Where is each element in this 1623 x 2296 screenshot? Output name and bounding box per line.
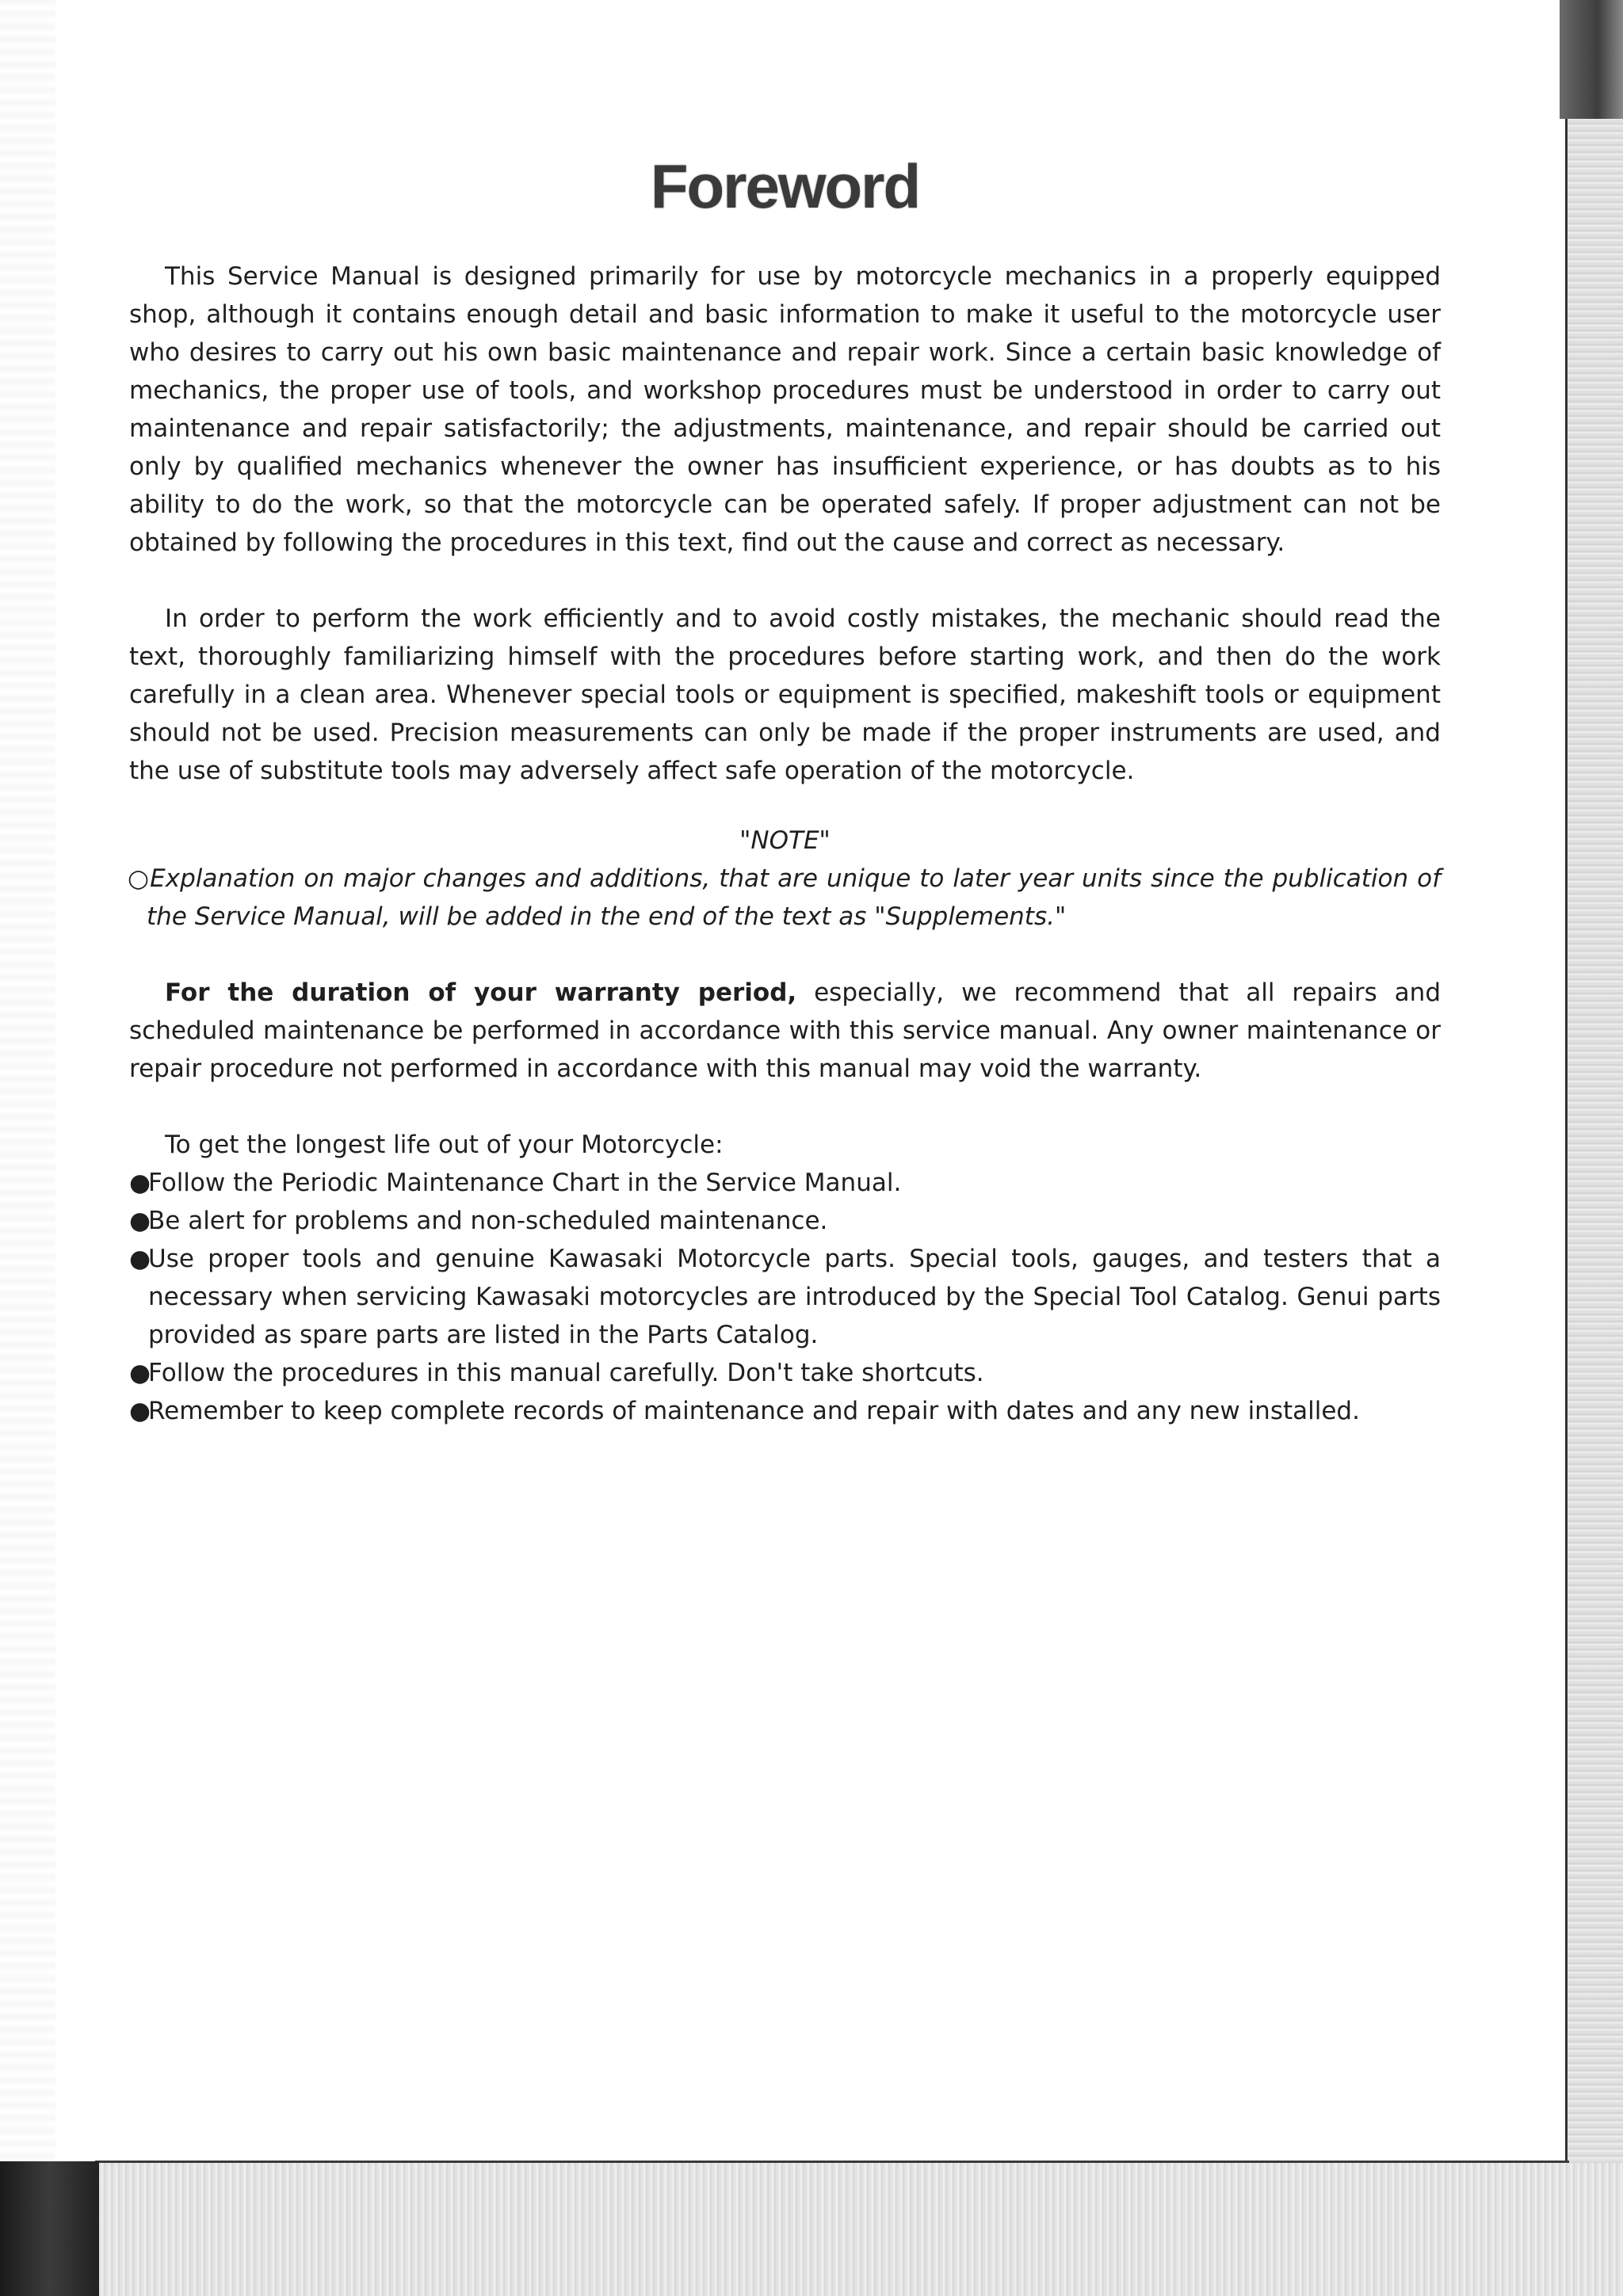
warranty-lead: For the duration of your warranty period, <box>165 978 797 1007</box>
list-item-text: Remember to keep complete records of maintenance and repair with dates and any new installed. <box>148 1397 1360 1425</box>
scan-page-edge-bottom <box>95 2161 1569 2163</box>
scan-bottom-left-shadow <box>0 2161 99 2296</box>
bullet-icon: ● <box>129 1207 151 1235</box>
bullet-icon: ● <box>129 1245 151 1273</box>
list-item-text: Use proper tools and genuine Kawasaki Motorcycle parts. Special tools, gauges, and testers that a necessary when servicing Kawasaki motorcycles are introduced by the Special Tool Catalog. Genui parts provided as spare parts are listed in the Parts Catalog. <box>148 1245 1441 1349</box>
note-marker-icon: ○ <box>128 864 151 893</box>
list-item-text: Follow the Periodic Maintenance Chart in the Service Manual. <box>148 1169 902 1197</box>
list-item <box>129 1354 1441 1392</box>
bullet-icon: ● <box>129 1359 151 1387</box>
list-item <box>129 1240 1441 1354</box>
list-item <box>129 1392 1441 1430</box>
note-body <box>129 860 1441 936</box>
page-title: Foreword <box>650 151 920 221</box>
bullet-icon: ● <box>129 1169 151 1197</box>
note-section <box>129 822 1441 936</box>
list-item <box>129 1202 1441 1240</box>
list-item <box>129 1164 1441 1202</box>
tips-list <box>129 1164 1441 1430</box>
procedure-paragraph: In order to perform the work efficiently and to avoid costly mistakes, the mechanic should read the text, thoroughly familiarizing himself with the procedures before starting work, and then do the work carefully in a clean area. Whenever special tools or equipment is specified, makeshift tools or equipment should not be used. Precision measurements can only be made if the proper instruments are used, and the use of substitute tools may adversely affect safe operation of the motorcycle. <box>129 605 1441 785</box>
scan-left-margin <box>0 0 55 2163</box>
scan-bottom-margin <box>0 2163 1623 2296</box>
list-item-text: Follow the procedures in this manual carefully. Don't take shortcuts. <box>148 1359 984 1387</box>
tips-intro: To get the longest life out of your Motorcycle: <box>165 1131 724 1159</box>
note-text: Explanation on major changes and additions, that are unique to later year units since the publication of the Service Manual, will be added in the end of the text as "Supplements." <box>147 864 1441 931</box>
warranty-paragraph <box>129 974 1441 1088</box>
note-heading: "NOTE" <box>739 826 831 855</box>
scan-corner-tab <box>1560 0 1623 119</box>
bullet-icon: ● <box>129 1397 151 1425</box>
scan-right-margin <box>1568 0 1623 2296</box>
warranty-text: especially, we recommend that all repairs and scheduled maintenance be performed in accordance with this service manual. Any owner maintenance or repair procedure not performed in accordance with this manual may void the warranty. <box>129 978 1441 1083</box>
document-page <box>129 151 1441 1430</box>
scan-page-edge-right <box>1565 0 1568 2163</box>
intro-paragraph: This Service Manual is designed primarily for use by motorcycle mechanics in a properly equipped shop, although it contains enough detail and basic information to make it useful to the motorcycle user who desires to carry out his own basic maintenance and repair work. Since a certain basic knowledge of mechanics, the proper use of tools, and workshop procedures must be understood in order to carry out maintenance and repair satisfactorily; the adjustments, maintenance, and repair should be carried out only by qualified mechanics whenever the owner has insufficient experience, or has doubts as to his ability to do the work, so that the motorcycle can be operated safely. If proper adjustment can not be obtained by following the procedures in this text, find out the cause and correct as necessary. <box>129 262 1441 557</box>
list-item-text: Be alert for problems and non-scheduled maintenance. <box>148 1207 828 1235</box>
tips-section <box>129 1126 1441 1430</box>
